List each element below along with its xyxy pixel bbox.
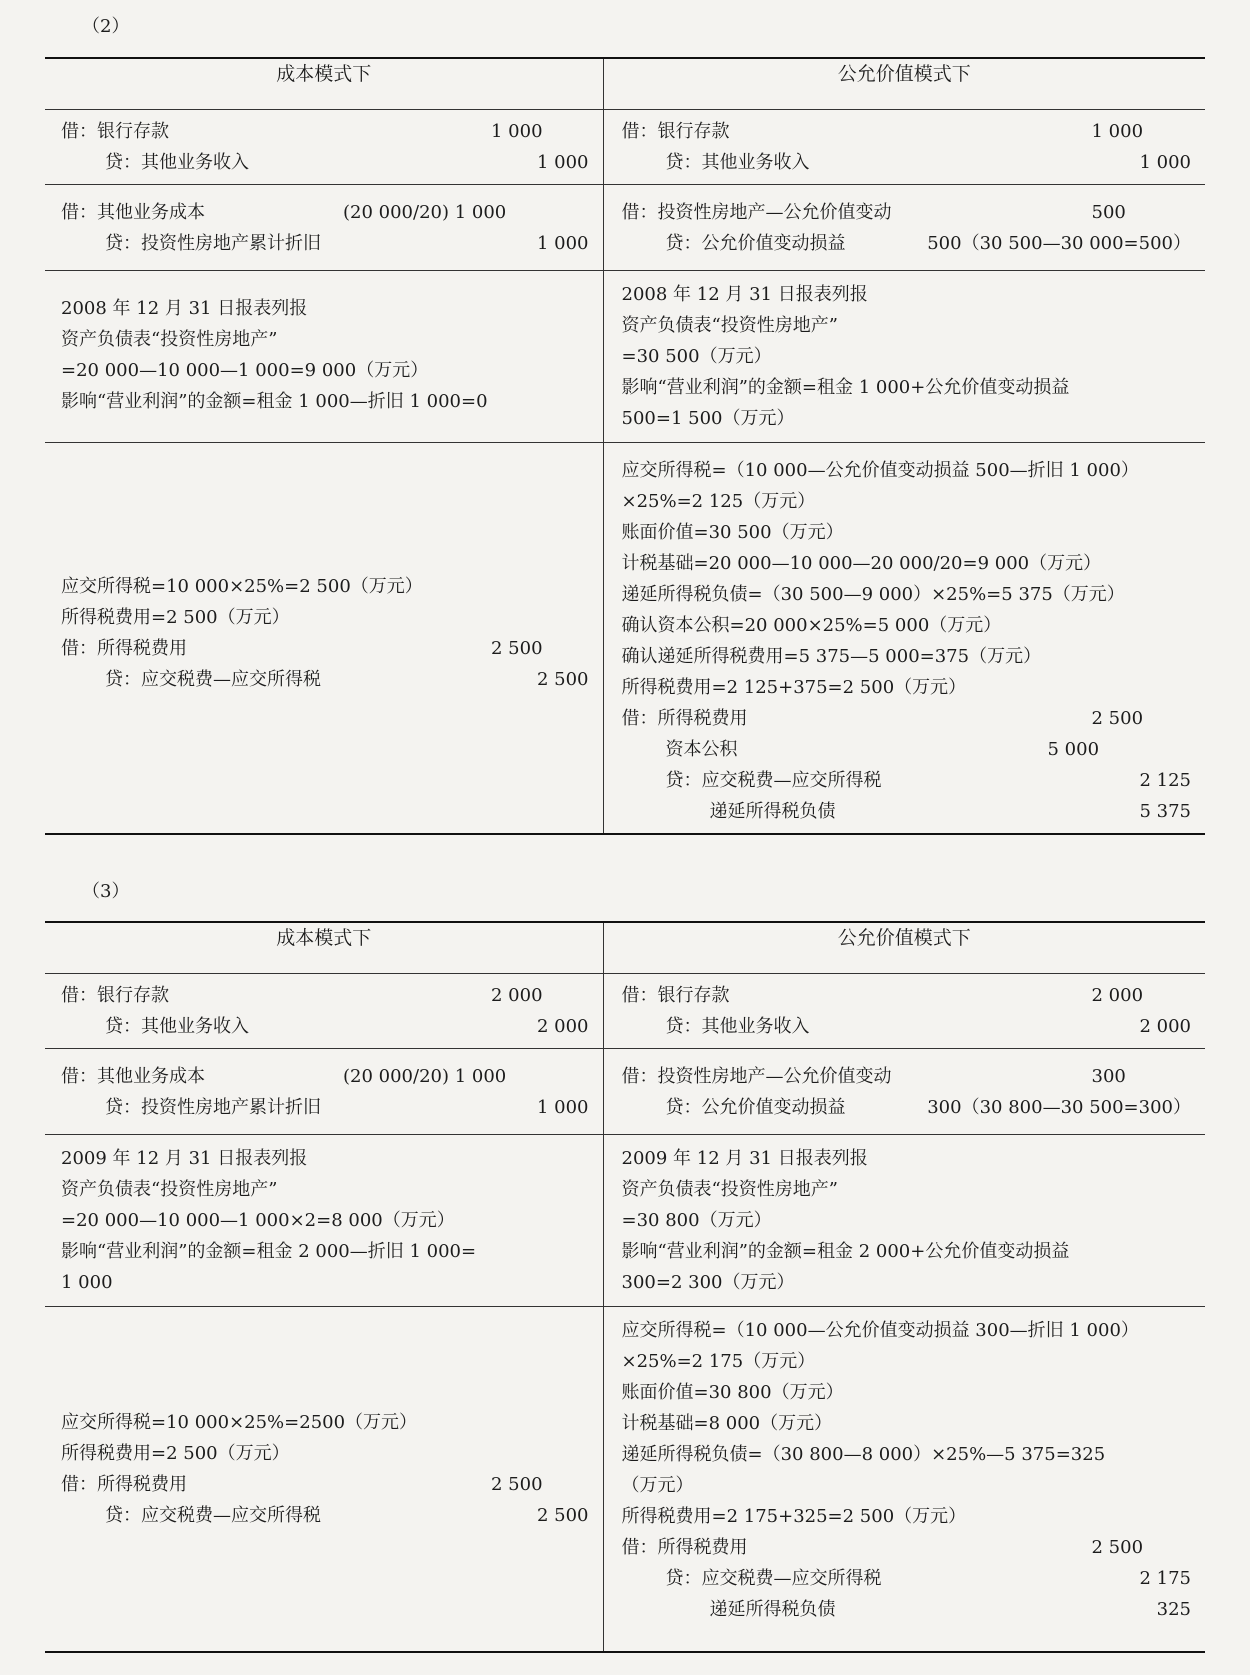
report-line: 资产负债表“投资性房地产”: [621, 315, 838, 336]
tax-line: 所得税费用=2 500（万元）: [61, 1443, 290, 1464]
tax-line: 计税基础=8 000（万元）: [621, 1413, 833, 1434]
report-line: 资产负债表“投资性房地产”: [621, 1179, 838, 1200]
credit-account: 贷：应交税费—应交所得税: [105, 669, 321, 690]
credit-amount: 2 500: [536, 669, 589, 690]
section-3-label: （3）: [82, 881, 130, 902]
tax-line: 应交所得税=（10 000—公允价值变动损益 500—折旧 1 000）: [621, 460, 1139, 481]
debit-amount: 2 500: [491, 1474, 543, 1495]
s3-tax-cost: [45, 1307, 603, 1652]
debit-amount: 1 000: [1091, 121, 1144, 142]
debit-amount: 2 500: [491, 638, 543, 659]
debit-account: 借：银行存款: [61, 121, 169, 142]
credit-amount: 1 000: [536, 152, 589, 173]
s2-tax-cost: [45, 443, 603, 835]
debit-amount: 5 000: [1047, 739, 1100, 760]
debit-account: 借：所得税费用: [621, 1537, 748, 1558]
debit-amount: 2 000: [491, 985, 543, 1006]
s3-fair-value-change-entry: [603, 1049, 1205, 1135]
debit-amount: 300: [1091, 1066, 1126, 1087]
tax-line: ×25%=2 125（万元）: [621, 491, 816, 512]
credit-account: 贷：其他业务收入: [665, 152, 810, 173]
tax-line: 应交所得税=（10 000—公允价值变动损益 300—折旧 1 000）: [621, 1320, 1139, 1341]
credit-account: 贷：应交税费—应交所得税: [665, 770, 882, 791]
section-3-table: [45, 921, 1205, 1653]
credit-account: 贷：公允价值变动损益: [665, 233, 846, 254]
tax-line: 账面价值=30 500（万元）: [621, 522, 844, 543]
report-line: 300=2 300（万元）: [621, 1272, 795, 1293]
tax-line: 所得税费用=2 500（万元）: [61, 607, 290, 628]
tax-line: 确认资本公积=20 000×25%=5 000（万元）: [621, 615, 1002, 636]
debit-account: 借：银行存款: [621, 121, 730, 142]
debit-account: 借：所得税费用: [621, 708, 748, 729]
debit-account: 借：银行存款: [621, 985, 730, 1006]
s3-report-cost: [45, 1135, 603, 1307]
s2-fair-value-change-entry: [603, 185, 1205, 271]
s3-depreciation-entry: [45, 1049, 603, 1135]
s3-rent-entry-fair: [603, 974, 1205, 1049]
credit-account: 贷：投资性房地产累计折旧: [105, 233, 321, 254]
debit-amount: 2 000: [1091, 985, 1144, 1006]
tax-line: 递延所得税负债=（30 500—9 000）×25%=5 375（万元）: [621, 584, 1125, 605]
credit-amount: 1 000: [536, 233, 589, 254]
credit-amount: 1 000: [536, 1097, 589, 1118]
report-line: 影响“营业利润”的金额=租金 1 000—折旧 1 000=0: [61, 391, 488, 412]
report-line: 2009 年 12 月 31 日报表列报: [621, 1148, 868, 1169]
debit-account: 资本公积: [665, 739, 738, 760]
debit-account: 借：所得税费用: [61, 1474, 187, 1495]
debit-amount: 1 000: [491, 121, 543, 142]
credit-account: 贷：其他业务收入: [665, 1016, 810, 1037]
debit-account: 借：其他业务成本: [61, 1066, 205, 1087]
depreciation-note: (20 000/20) 1 000: [343, 1066, 507, 1087]
report-line: 2008 年 12 月 31 日报表列报: [621, 284, 868, 305]
report-line: 资产负债表“投资性房地产”: [61, 1179, 278, 1200]
s2-rent-entry-fair: [603, 110, 1205, 185]
report-line: 资产负债表“投资性房地产”: [61, 329, 278, 350]
header-cost-model: 成本模式下: [45, 922, 603, 974]
report-line: 1 000: [61, 1272, 113, 1293]
credit-account: 贷：公允价值变动损益: [665, 1097, 846, 1118]
tax-line: 应交所得税=10 000×25%=2 500（万元）: [61, 576, 423, 597]
credit-account: 递延所得税负债: [709, 801, 836, 822]
report-line: 2008 年 12 月 31 日报表列报: [61, 298, 308, 319]
debit-amount: 2 500: [1091, 708, 1144, 729]
s3-tax-fair: [603, 1307, 1205, 1652]
credit-account: 递延所得税负债: [709, 1599, 836, 1620]
credit-account: 贷：应交税费—应交所得税: [105, 1505, 321, 1526]
tax-line: 所得税费用=2 125+375=2 500（万元）: [621, 677, 967, 698]
debit-account: 借：银行存款: [61, 985, 169, 1006]
credit-amount: 2 500: [536, 1505, 589, 1526]
tax-line: 所得税费用=2 175+325=2 500（万元）: [621, 1506, 967, 1527]
credit-amount: 2 000: [536, 1016, 589, 1037]
credit-account: 贷：投资性房地产累计折旧: [105, 1097, 321, 1118]
report-line: 2009 年 12 月 31 日报表列报: [61, 1148, 308, 1169]
header-fair-value-model: 公允价值模式下: [603, 58, 1205, 110]
report-line: =20 000—10 000—1 000×2=8 000（万元）: [61, 1210, 455, 1231]
tax-line: 递延所得税负债=（30 800—8 000）×25%—5 375=325: [621, 1444, 1106, 1465]
credit-amount: 2 175: [1139, 1568, 1191, 1589]
tax-line: ×25%=2 175（万元）: [621, 1351, 816, 1372]
s2-depreciation-entry: [45, 185, 603, 271]
credit-account: 贷：其他业务收入: [105, 152, 249, 173]
debit-amount: 500: [1091, 202, 1126, 223]
header-cost-model: 成本模式下: [45, 58, 603, 110]
s2-tax-fair: [603, 443, 1205, 835]
s3-report-fair: [603, 1135, 1205, 1307]
debit-account: 借：其他业务成本: [61, 202, 205, 223]
report-line: =20 000—10 000—1 000=9 000（万元）: [61, 360, 429, 381]
debit-account: 借：投资性房地产—公允价值变动: [621, 202, 892, 223]
credit-amount: 1 000: [1139, 152, 1191, 173]
debit-account: 借：所得税费用: [61, 638, 187, 659]
credit-amount: 300（30 800—30 500=300）: [927, 1097, 1191, 1118]
credit-amount: 500（30 500—30 000=500）: [927, 233, 1191, 254]
s2-report-cost: [45, 271, 603, 443]
tax-line: 确认递延所得税费用=5 375—5 000=375（万元）: [621, 646, 1042, 667]
tax-line: 应交所得税=10 000×25%=2500（万元）: [61, 1412, 418, 1433]
report-line: 影响“营业利润”的金额=租金 1 000+公允价值变动损益: [621, 377, 1070, 398]
section-2-label: （2）: [82, 16, 130, 37]
credit-account: 贷：应交税费—应交所得税: [665, 1568, 882, 1589]
credit-account: 贷：其他业务收入: [105, 1016, 249, 1037]
tax-line: 账面价值=30 800（万元）: [621, 1382, 844, 1403]
debit-account: 借：投资性房地产—公允价值变动: [621, 1066, 892, 1087]
s2-rent-entry-cost: [45, 110, 603, 185]
s2-report-fair: [603, 271, 1205, 443]
depreciation-note: (20 000/20) 1 000: [343, 202, 507, 223]
tax-line: （万元）: [621, 1475, 694, 1496]
s3-rent-entry-cost: [45, 974, 603, 1049]
report-line: 影响“营业利润”的金额=租金 2 000—折旧 1 000=: [61, 1241, 477, 1262]
debit-amount: 2 500: [1091, 1537, 1144, 1558]
tax-line: 计税基础=20 000—10 000—20 000/20=9 000（万元）: [621, 553, 1102, 574]
credit-amount: 2 125: [1139, 770, 1191, 791]
credit-amount: 325: [1156, 1599, 1191, 1620]
report-line: 影响“营业利润”的金额=租金 2 000+公允价值变动损益: [621, 1241, 1070, 1262]
report-line: 500=1 500（万元）: [621, 408, 795, 429]
header-fair-value-model: 公允价值模式下: [603, 922, 1205, 974]
report-line: =30 800（万元）: [621, 1210, 772, 1231]
credit-amount: 2 000: [1139, 1016, 1191, 1037]
report-line: =30 500（万元）: [621, 346, 772, 367]
credit-amount: 5 375: [1139, 801, 1191, 822]
section-2-table: [45, 57, 1205, 835]
